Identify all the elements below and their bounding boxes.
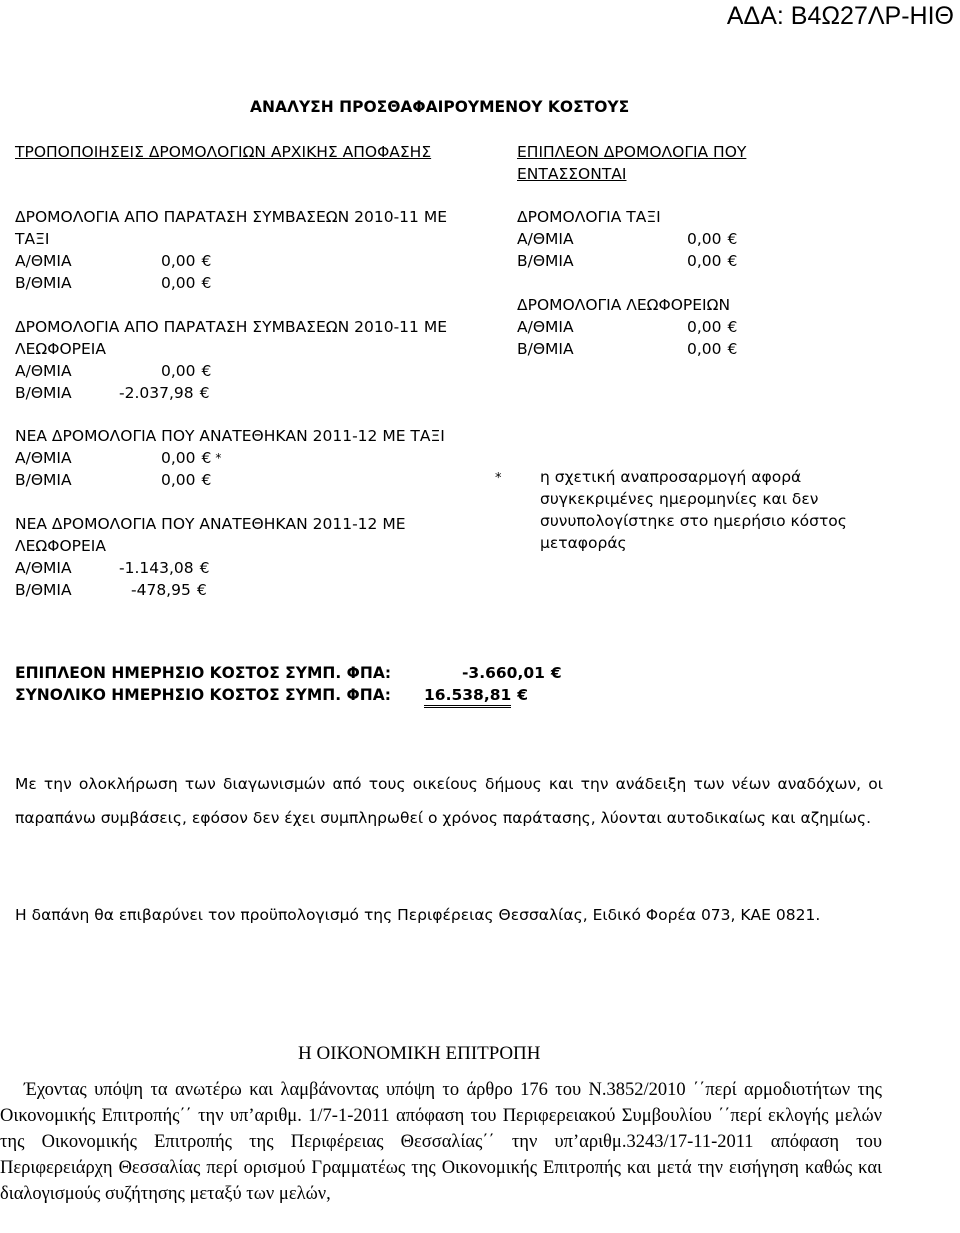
amount-row xyxy=(15,382,447,404)
euro-icon: € xyxy=(727,318,738,336)
amount-label: Α/ΘΜΙΑ xyxy=(15,252,72,270)
group-title-line1: ΝΕΑ ΔΡΟΜΟΛΟΓΙΑ ΠΟΥ ΑΝΑΤΕΘΗΚΑΝ 2011-12 ΜΕ ΤΑΞΙ xyxy=(15,427,445,445)
amount-label: Α/ΘΜΙΑ xyxy=(517,318,574,336)
amount-label: Β/ΘΜΙΑ xyxy=(15,274,72,292)
extra-cost-label: ΕΠΙΠΛΕΟΝ ΗΜΕΡΗΣΙΟ ΚΟΣΤΟΣ ΣΥΜΠ. ΦΠΑ: xyxy=(15,664,392,682)
amount-row xyxy=(517,316,737,338)
amount-label: Α/ΘΜΙΑ xyxy=(15,449,72,467)
amount-label: Β/ΘΜΙΑ xyxy=(15,471,72,489)
extra-cost-value: -3.660,01 xyxy=(462,664,545,682)
amount-label: Β/ΘΜΙΑ xyxy=(15,581,72,599)
group-title-line2: ΤΑΞΙ xyxy=(15,230,50,248)
paragraph-expense: Η δαπάνη θα επιβαρύνει τον προϋπολογισμό της Περιφέρειας Θεσσαλίας, Ειδικό Φορέα 073, ΚΑΕ 0821. xyxy=(15,906,821,924)
amount-row xyxy=(15,557,406,579)
committee-title: Η ΟΙΚΟΝΟΜΙΚΗ ΕΠΙΤΡΟΠΗ xyxy=(298,1043,541,1064)
amount-label: Β/ΘΜΙΑ xyxy=(517,340,574,358)
amount-row xyxy=(517,250,737,272)
amount-value: 0,00 xyxy=(687,340,722,358)
amount-value: 0,00 xyxy=(687,318,722,336)
euro-icon: € xyxy=(550,664,562,682)
amount-value: 0,00 xyxy=(161,449,196,467)
euro-icon: € xyxy=(727,340,738,358)
left-group-1 xyxy=(15,206,447,294)
left-group-2 xyxy=(15,316,447,404)
euro-icon: € xyxy=(199,559,210,577)
euro-icon: € xyxy=(517,686,529,704)
euro-icon: € xyxy=(201,471,212,489)
committee-text xyxy=(0,1077,882,1207)
amount-label: Α/ΘΜΙΑ xyxy=(517,230,574,248)
right-heading-line1: ΕΠΙΠΛΕΟΝ ΔΡΟΜΟΛΟΓΙΑ ΠΟΥ xyxy=(517,143,747,161)
paragraph-contracts: Με την ολοκλήρωση των διαγωνισμών από τους οικείους δήμους και την ανάδειξη των νέων αναδόχων, οι παραπάνω συμβάσεις, εφόσον δεν έχει συμπληρωθεί ο χρόνος παράτασης, λύονται αυτοδικαίως και αζημίως. xyxy=(15,775,883,827)
analysis-title: ΑΝΑΛΥΣΗ ΠΡΟΣΘΑΦΑΙΡΟΥΜΕΝΟΥ ΚΟΣΤΟΥΣ xyxy=(250,98,630,116)
amount-label: Α/ΘΜΙΑ xyxy=(15,362,72,380)
amount-row xyxy=(15,360,447,382)
amount-value: 0,00 xyxy=(687,252,722,270)
euro-icon: € xyxy=(201,449,212,467)
group-title: ΔΡΟΜΟΛΟΓΙΑ ΛΕΩΦΟΡΕΙΩΝ xyxy=(517,296,731,314)
group-title-line2: ΛΕΩΦΟΡΕΙΑ xyxy=(15,340,106,358)
euro-icon: € xyxy=(196,581,207,599)
left-group-4 xyxy=(15,513,406,601)
group-title-line1: ΔΡΟΜΟΛΟΓΙΑ ΑΠΟ ΠΑΡΑΤΑΣΗ ΣΥΜΒΑΣΕΩΝ 2010-11 ΜΕ xyxy=(15,208,447,226)
left-heading: ΤΡΟΠΟΠΟΙΗΣΕΙΣ ΔΡΟΜΟΛΟΓΙΩΝ ΑΡΧΙΚΗΣ ΑΠΟΦΑΣΗΣ xyxy=(15,143,432,161)
right-heading-line2: ΕΝΤΑΣΣΟΝΤΑΙ xyxy=(517,165,627,183)
committee-paragraph: Έχοντας υπόψη τα ανωτέρω και λαμβάνοντας υπόψη το άρθρο 176 του Ν.3852/2010 ΄΄περί αρμοδιοτήτων της Οικονομικής Επιτροπής΄΄ την υπ’αριθμ. 1/7-1-2011 απόφαση του Περιφερειακού Συμβουλίου ΄΄περί εκλογής μελών της Οικονομικής Επιτροπής της Περιφέρειας Θεσσαλίας΄΄ την υπ’αριθμ.3243/17-11-2011 απόφαση του Περιφερειάρχη Θεσσαλίας περί ορισμού Γραμματέως της Οικονομικής Επιτροπής και μετά την εισήγηση καθώς και διαλογισμούς συζήτησης μεταξύ των μελών, xyxy=(0,1080,882,1204)
asterisk-marker-icon: * xyxy=(215,451,222,465)
amount-row xyxy=(15,469,445,491)
amount-row xyxy=(15,579,406,601)
euro-icon: € xyxy=(727,230,738,248)
amount-value: 0,00 xyxy=(161,252,196,270)
footnote-star-icon: * xyxy=(495,471,502,486)
amount-value: -1.143,08 xyxy=(119,559,194,577)
amount-row xyxy=(15,447,445,469)
right-heading xyxy=(517,141,746,185)
euro-icon: € xyxy=(727,252,738,270)
amount-row xyxy=(15,250,447,272)
group-title: ΔΡΟΜΟΛΟΓΙΑ ΤΑΞΙ xyxy=(517,208,661,226)
extra-cost-value-wrap xyxy=(462,662,562,684)
amount-value: 0,00 xyxy=(161,471,196,489)
group-title-line2: ΛΕΩΦΟΡΕΙΑ xyxy=(15,537,106,555)
right-group-1 xyxy=(517,206,737,272)
group-title-line1: ΝΕΑ ΔΡΟΜΟΛΟΓΙΑ ΠΟΥ ΑΝΑΤΕΘΗΚΑΝ 2011-12 ΜΕ xyxy=(15,515,406,533)
amount-row xyxy=(517,228,737,250)
total-cost-label: ΣΥΝΟΛΙΚΟ ΗΜΕΡΗΣΙΟ ΚΟΣΤΟΣ ΣΥΜΠ. ΦΠΑ: xyxy=(15,686,391,704)
euro-icon: € xyxy=(199,384,210,402)
amount-value: -2.037,98 xyxy=(119,384,194,402)
amount-row xyxy=(517,338,737,360)
amount-value: 0,00 xyxy=(161,274,196,292)
total-cost-value-wrap xyxy=(424,684,528,706)
footnote-text: η σχετική αναπροσαρμογή αφορά συγκεκριμένες ημερομηνίες και δεν συνυπολογίστηκε στο ημερήσιο κόστος μεταφοράς xyxy=(540,468,847,552)
ada-code: ΑΔΑ: Β4Ω27ΛΡ-ΗΙΘ xyxy=(726,2,954,30)
total-cost-value: 16.538,81 xyxy=(424,686,511,708)
amount-label: Β/ΘΜΙΑ xyxy=(517,252,574,270)
group-title-line1: ΔΡΟΜΟΛΟΓΙΑ ΑΠΟ ΠΑΡΑΤΑΣΗ ΣΥΜΒΑΣΕΩΝ 2010-11 ΜΕ xyxy=(15,318,447,336)
amount-value: -478,95 xyxy=(131,581,191,599)
amount-value: 0,00 xyxy=(161,362,196,380)
amount-row xyxy=(15,272,447,294)
euro-icon: € xyxy=(201,252,212,270)
right-group-2 xyxy=(517,294,737,360)
euro-icon: € xyxy=(201,274,212,292)
amount-value: 0,00 xyxy=(687,230,722,248)
amount-label: Α/ΘΜΙΑ xyxy=(15,559,72,577)
amount-label: Β/ΘΜΙΑ xyxy=(15,384,72,402)
left-group-3 xyxy=(15,425,445,491)
euro-icon: € xyxy=(201,362,212,380)
